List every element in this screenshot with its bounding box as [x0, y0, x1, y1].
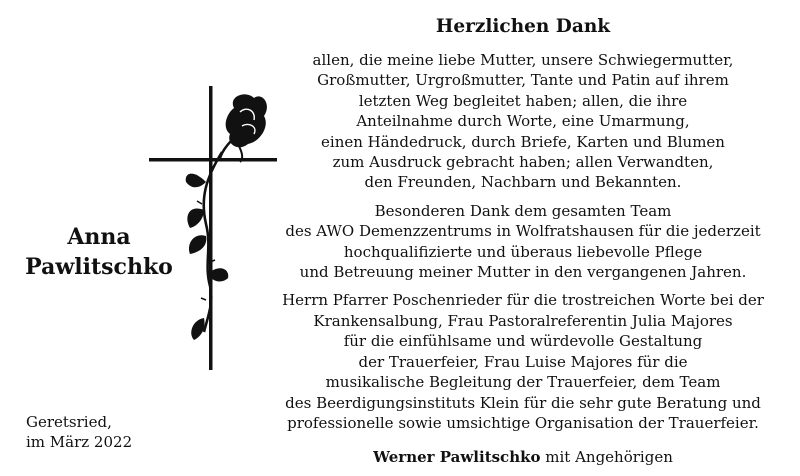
- text-line: musikalische Begleitung der Trauerfeier, dem Team: [325, 373, 721, 392]
- text-line: für die einfühlsame und würdevolle Gestaltung: [343, 332, 703, 351]
- city: Geretsried,: [26, 413, 112, 431]
- text-line: letzten Weg begleitet haben; allen, die ihre: [358, 91, 688, 110]
- text-line: den Freunden, Nachbarn und Bekannten.: [364, 173, 682, 192]
- text-line: einen Händedruck, durch Briefe, Karten und Blumen: [321, 132, 725, 151]
- signature-suffix: mit Angehörigen: [540, 448, 673, 467]
- text-line: und Betreuung meiner Mutter in den vergangenen Jahren.: [299, 263, 747, 282]
- text-line: Krankensalbung, Frau Pastoralreferentin Julia Majores: [313, 311, 733, 330]
- signature-name: Werner Pawlitschko: [373, 448, 541, 467]
- place-and-date: [26, 412, 132, 452]
- deceased-first-name: Anna: [67, 224, 131, 250]
- deceased-last-name: Pawlitschko: [25, 254, 173, 280]
- text-line: des Beerdigungsinstituts Klein für die sehr gute Beratung und: [285, 393, 761, 412]
- paragraph-2: [278, 201, 768, 283]
- paragraph-1: [278, 50, 768, 193]
- text-line: Anteilnahme durch Worte, eine Umarmung,: [356, 112, 690, 131]
- text-line: Besonderen Dank dem gesamten Team: [374, 201, 672, 220]
- text-line: zum Ausdruck gebracht haben; allen Verwandten,: [332, 153, 714, 172]
- text-line: professionelle sowie umsichtige Organisation der Trauerfeier.: [287, 413, 759, 432]
- text-line: Herrn Pfarrer Poschenrieder für die trostreichen Worte bei der: [282, 291, 764, 310]
- date: im März 2022: [26, 433, 133, 451]
- cross-with-rose-icon: [146, 86, 282, 370]
- text-line: hochqualifizierte und überaus liebevolle Pflege: [343, 242, 703, 261]
- heading: Herzlichen Dank: [435, 16, 611, 37]
- text-line: allen, die meine liebe Mutter, unsere Schwiegermutter,: [312, 51, 734, 69]
- signature: [278, 447, 768, 467]
- thank-you-text: [278, 14, 768, 468]
- text-line: des AWO Demenzzentrums in Wolfratshausen für die jederzeit: [285, 222, 761, 241]
- text-line: der Trauerfeier, Frau Luise Majores für die: [358, 352, 688, 371]
- text-line: Großmutter, Urgroßmutter, Tante und Patin auf ihrem: [317, 71, 729, 90]
- paragraph-3: [278, 290, 768, 433]
